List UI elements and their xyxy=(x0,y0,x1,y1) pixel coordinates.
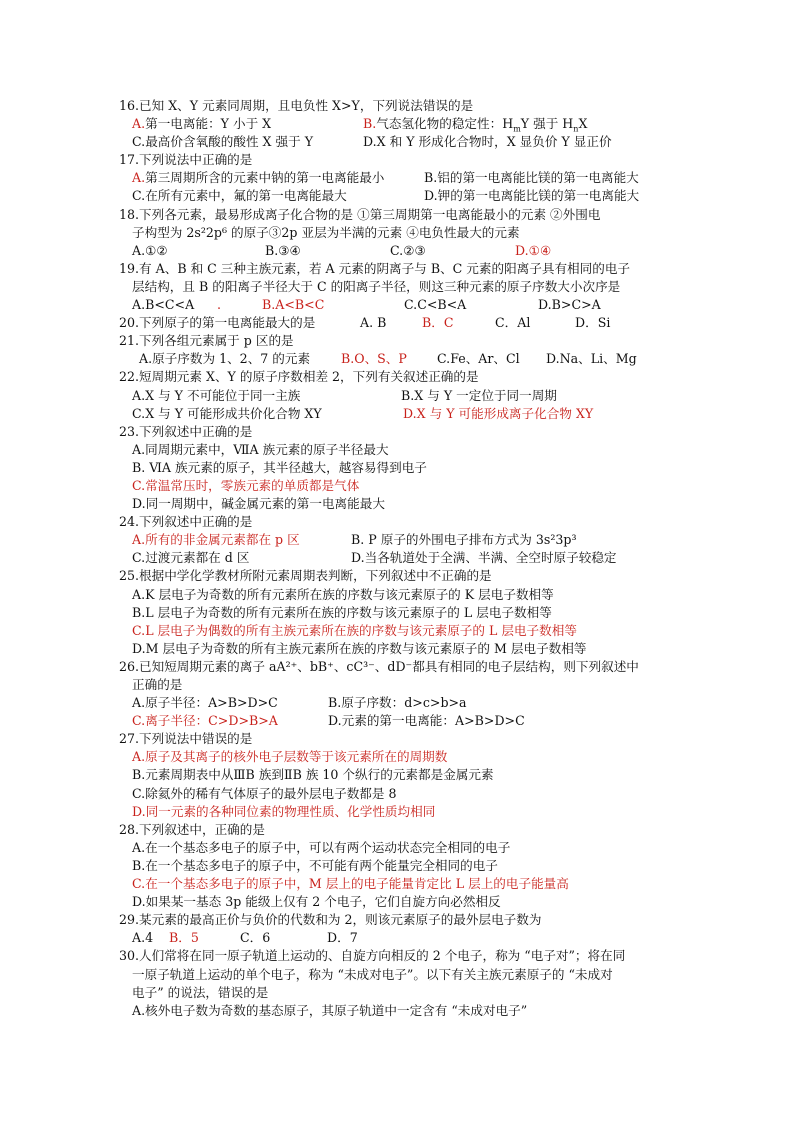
options-row xyxy=(119,549,679,567)
option-c: C.离子半径：C>D>B>A xyxy=(132,713,278,729)
question-23 xyxy=(119,423,679,513)
stray-dot: . xyxy=(217,297,222,313)
options-row xyxy=(119,242,679,260)
question-20 xyxy=(119,314,679,332)
option-d: D.X 与 Y 可能形成离子化合物 XY xyxy=(403,405,594,421)
option-b: B.A<B<C xyxy=(262,297,325,313)
question-stem: 16.已知 X、Y 元素同周期，且电负性 X>Y，下列说法错误的是 xyxy=(119,98,474,113)
option-a: A.B<C<A xyxy=(132,297,195,313)
option-b: B.元素周期表中从ⅢB 族到ⅡB 族 10 个纵行的元素都是金属元素 xyxy=(132,767,494,783)
option-a: A.同周期元素中，ⅦA 族元素的原子半径最大 xyxy=(132,441,389,457)
option-c: C.X 与 Y 可能形成共价化合物 XY xyxy=(132,405,322,421)
options-row xyxy=(119,133,679,151)
options-row xyxy=(119,694,679,712)
options-row xyxy=(119,405,679,423)
option-d: D.当各轨道处于全满、半满、全空时原子较稳定 xyxy=(351,550,617,566)
option-c: C.最高价含氧酸的酸性 X 强于 Y xyxy=(132,134,314,150)
question-22 xyxy=(119,368,679,422)
option-a: A.原子及其离子的核外电子层数等于该元素所在的周期数 xyxy=(132,749,448,765)
question-stem-continued: 一原子轨道上运动的单个电子，称为 “未成对电子”。以下有关主族元素原子的 “未成对 xyxy=(132,966,613,982)
option-d: D.钾的第一电离能比镁的第一电离能大 xyxy=(424,188,640,204)
option-b: B. ⅥA 族元素的原子，其半径越大，越容易得到电子 xyxy=(132,459,427,475)
option-d: D.①④ xyxy=(515,242,552,258)
question-stem: 25.根据中学化学教材所附元素周期表判断，下列叙述中不正确的是 xyxy=(119,568,492,584)
question-stem-continued: 子构型为 2s²2p⁶ 的原子③2p 亚层为半满的元素 ④电负性最大的元素 xyxy=(132,224,520,240)
question-25 xyxy=(119,567,679,657)
option-a: A.在一个基态多电子的原子中，可以有两个运动状态完全相同的电子 xyxy=(132,839,511,855)
question-stem: 17.下列说法中正确的是 xyxy=(119,152,253,168)
question-24 xyxy=(119,513,679,567)
question-stem: 18.下列各元素，最易形成离子化合物的是 ①第三周期第一电离能最小的元素 ②外围电 xyxy=(119,206,601,222)
options-row xyxy=(119,115,679,133)
option-a: A.4 xyxy=(132,930,154,946)
option-d: D.X 和 Y 形成化合物时，X 显负价 Y 显正价 xyxy=(363,134,612,150)
option-a: A.原子半径：A>B>D>C xyxy=(132,695,278,711)
option-b: B.③④ xyxy=(265,242,301,258)
question-stem: 23.下列叙述中正确的是 xyxy=(119,423,253,439)
question-stem: 19.有 A、B 和 C 三种主族元素，若 A 元素的阴离子与 B、C 元素的阳离子具有相同的电子 xyxy=(119,260,631,276)
option-a: A.K 层电子为奇数的所有元素所在族的序数与该元素原子的 K 层电子数相等 xyxy=(132,586,554,602)
question-stem: 20.下列原子的第一电离能最大的是 xyxy=(119,315,316,331)
option-c: C．6 xyxy=(240,930,271,946)
question-21 xyxy=(119,332,679,368)
option-d: D．Si xyxy=(575,315,611,331)
option-c: C．Al xyxy=(495,315,531,331)
question-stem: 29.某元素的最高正价与负价的代数和为 2，则该元素原子的最外层电子数为 xyxy=(119,912,542,928)
option-a: A.第一电离能：Y 小于 X xyxy=(132,116,272,132)
question-stem: 28.下列叙述中，正确的是 xyxy=(119,821,265,837)
question-sheet xyxy=(119,97,679,1020)
option-b: B.原子序数：d>c>b>a xyxy=(328,695,467,711)
option-b: B.X 与 Y 一定位于同一周期 xyxy=(401,387,557,403)
question-18 xyxy=(119,206,679,260)
option-b: B. P 原子的外围电子排布方式为 3s²3p³ xyxy=(351,532,577,548)
option-a: A.X 与 Y 不可能位于同一主族 xyxy=(132,387,301,403)
question-stem-with-options xyxy=(119,314,679,332)
option-c: C.L 层电子为偶数的所有主族元素所在族的序数与该元素原子的 L 层电子数相等 xyxy=(132,622,577,638)
option-b: B.铝的第一电离能比镁的第一电离能大 xyxy=(424,170,639,186)
option-c: C.除氦外的稀有气体原子的最外层电子数都是 8 xyxy=(132,785,397,801)
question-16 xyxy=(119,97,679,151)
option-c: C.常温常压时，零族元素的单质都是气体 xyxy=(132,477,360,493)
option-a: A.所有的非金属元素都在 p 区 xyxy=(132,532,300,548)
options-row xyxy=(119,187,679,205)
options-row xyxy=(119,350,679,368)
option-a: A.①② xyxy=(132,242,168,258)
question-stem-continued: 正确的是 xyxy=(132,677,183,692)
option-d: D．7 xyxy=(327,930,358,946)
option-d: D.元素的第一电离能：A>B>D>C xyxy=(328,713,525,729)
question-stem: 26.已知短周期元素的离子 aA²⁺、bB⁺、cC³⁻、dD⁻都具有相同的电子层结构，则下列叙述中 xyxy=(119,658,639,674)
question-29 xyxy=(119,911,679,947)
question-stem: 30.人们常将在同一原子轨道上运动的、自旋方向相反的 2 个电子，称为 “电子对”；将在同 xyxy=(119,948,626,964)
option-c: C.C<B<A xyxy=(404,297,467,313)
options-row xyxy=(119,296,679,314)
question-28 xyxy=(119,821,679,911)
question-stem: 21.下列各组元素属于 p 区的是 xyxy=(119,333,294,349)
option-d: D.同一元素的各种同位素的物理性质、化学性质均相同 xyxy=(132,803,436,819)
options-row xyxy=(119,929,679,947)
question-19 xyxy=(119,260,679,314)
option-d: D.B>C>A xyxy=(538,297,601,313)
option-b: B.气态氢化物的稳定性：$H_mY$ 强于 $H_nX$ xyxy=(363,116,588,134)
question-30 xyxy=(119,947,679,1019)
question-stem-continued: 电子” 的说法，错误的是 xyxy=(132,984,269,1000)
question-stem: 24.下列叙述中正确的是 xyxy=(119,514,253,530)
option-d: D.如果某一基态 3p 能级上仅有 2 个电子，它们自旋方向必然相反 xyxy=(132,894,501,910)
option-a: A.核外电子数为奇数的基态原子，其原子轨道中一定含有 “未成对电子” xyxy=(132,1002,528,1018)
option-b: B.L 层电子为奇数的所有元素所在族的序数与该元素原子的 L 层电子数相等 xyxy=(132,604,552,620)
option-b: B.O、S、P xyxy=(341,351,407,367)
option-d: D.Na、Li、Mg xyxy=(546,351,637,367)
option-d: D.同一周期中，碱金属元素的第一电离能最大 xyxy=(132,496,385,512)
options-row xyxy=(119,531,679,549)
option-d: D.M 层电子为奇数的所有主族元素所在族的序数与该元素原子的 M 层电子数相等 xyxy=(132,640,587,656)
option-c: C.②③ xyxy=(390,242,426,258)
option-c: C.在所有元素中，氟的第一电离能最大 xyxy=(132,188,347,204)
options-row xyxy=(119,387,679,405)
options-row xyxy=(119,712,679,730)
option-a: A.第三周期所含的元素中钠的第一电离能最小 xyxy=(132,170,385,186)
options-row xyxy=(119,169,679,187)
question-stem: 27.下列说法中错误的是 xyxy=(119,731,253,747)
question-26 xyxy=(119,658,679,730)
option-c: C.Fe、Ar、Cl xyxy=(437,351,520,367)
option-c: C.过渡元素都在 d 区 xyxy=(132,550,250,566)
option-b: B．5 xyxy=(169,930,199,946)
question-stem-continued: 层结构，且 B 的阳离子半径大于 C 的阳离子半径，则这三种元素的原子序数大小次序是 xyxy=(132,278,621,294)
option-b: B．C xyxy=(422,315,454,331)
question-stem: 22.短周期元素 X、Y 的原子序数相差 2，下列有关叙述正确的是 xyxy=(119,369,479,385)
option-c: C.在一个基态多电子的原子中，M 层上的电子能量肯定比 L 层上的电子能量高 xyxy=(132,876,569,892)
question-27 xyxy=(119,730,679,820)
option-a: A. B xyxy=(360,315,387,331)
option-a: A.原子序数为 1、2、7 的元素 xyxy=(139,351,311,367)
question-17 xyxy=(119,151,679,205)
option-b: B.在一个基态多电子的原子中，不可能有两个能量完全相同的电子 xyxy=(132,857,498,873)
